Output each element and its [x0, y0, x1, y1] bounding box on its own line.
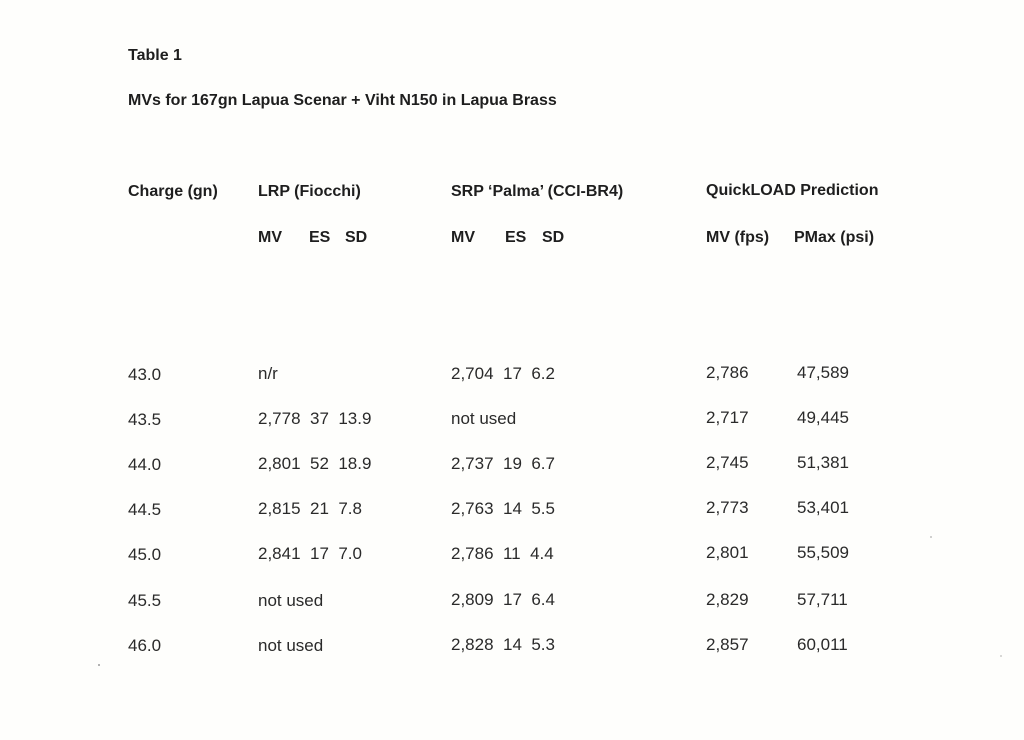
cell-ql-pmax: 55,509	[797, 543, 849, 562]
cell-charge: 46.0	[128, 636, 162, 655]
header-ql-mv: MV (fps)	[706, 229, 770, 246]
header-lrp-mv: MV	[258, 229, 282, 246]
header-srp: SRP ‘Palma’ (CCI-BR4)	[451, 183, 624, 200]
cell-lrp: not used	[258, 591, 324, 610]
cell-ql-mv: 2,829	[706, 590, 749, 609]
cell-ql-mv: 2,801	[706, 543, 749, 562]
cell-ql-mv: 2,786	[706, 363, 749, 382]
cell-ql-pmax: 60,011	[797, 635, 848, 654]
table-label: Table 1	[128, 47, 182, 64]
cell-srp: not used	[451, 409, 517, 428]
table-caption: MVs for 167gn Lapua Scenar + Viht N150 in Lapua Brass	[128, 92, 557, 109]
cell-lrp: 2,801 52 18.9	[258, 454, 372, 473]
cell-ql-mv: 2,857	[706, 635, 749, 654]
scan-speck	[98, 664, 100, 666]
cell-ql-mv: 2,773	[706, 498, 749, 517]
scan-speck	[930, 536, 932, 538]
cell-charge: 44.0	[128, 455, 162, 474]
header-lrp-es: ES	[309, 229, 331, 246]
cell-charge: 45.5	[128, 591, 162, 610]
header-lrp: LRP (Fiocchi)	[258, 183, 361, 200]
header-srp-es: ES	[505, 229, 527, 246]
scan-speck	[1000, 655, 1002, 657]
cell-lrp: not used	[258, 636, 324, 655]
cell-srp: 2,763 14 5.5	[451, 499, 555, 518]
cell-ql-pmax: 49,445	[797, 408, 849, 427]
header-charge: Charge (gn)	[128, 183, 218, 200]
cell-lrp: n/r	[258, 364, 278, 383]
cell-srp: 2,786 11 4.4	[451, 544, 554, 563]
header-lrp-sd: SD	[345, 229, 368, 246]
cell-srp: 2,737 19 6.7	[451, 454, 555, 473]
cell-ql-mv: 2,745	[706, 453, 749, 472]
cell-ql-pmax: 51,381	[797, 453, 849, 472]
cell-charge: 43.0	[128, 365, 162, 384]
header-srp-mv: MV	[451, 229, 475, 246]
header-ql-pmax: PMax (psi)	[794, 229, 875, 246]
header-quickload: QuickLOAD Prediction	[706, 182, 879, 199]
cell-charge: 45.0	[128, 545, 162, 564]
cell-srp: 2,704 17 6.2	[451, 364, 555, 383]
cell-ql-pmax: 53,401	[797, 498, 849, 517]
cell-ql-pmax: 57,711	[797, 590, 848, 609]
cell-srp: 2,828 14 5.3	[451, 635, 555, 654]
cell-lrp: 2,815 21 7.8	[258, 499, 362, 518]
cell-lrp: 2,841 17 7.0	[258, 544, 362, 563]
cell-ql-mv: 2,717	[706, 408, 749, 427]
cell-lrp: 2,778 37 13.9	[258, 409, 372, 428]
header-srp-sd: SD	[542, 229, 565, 246]
cell-charge: 44.5	[128, 500, 162, 519]
cell-charge: 43.5	[128, 410, 162, 429]
cell-ql-pmax: 47,589	[797, 363, 849, 382]
cell-srp: 2,809 17 6.4	[451, 590, 555, 609]
